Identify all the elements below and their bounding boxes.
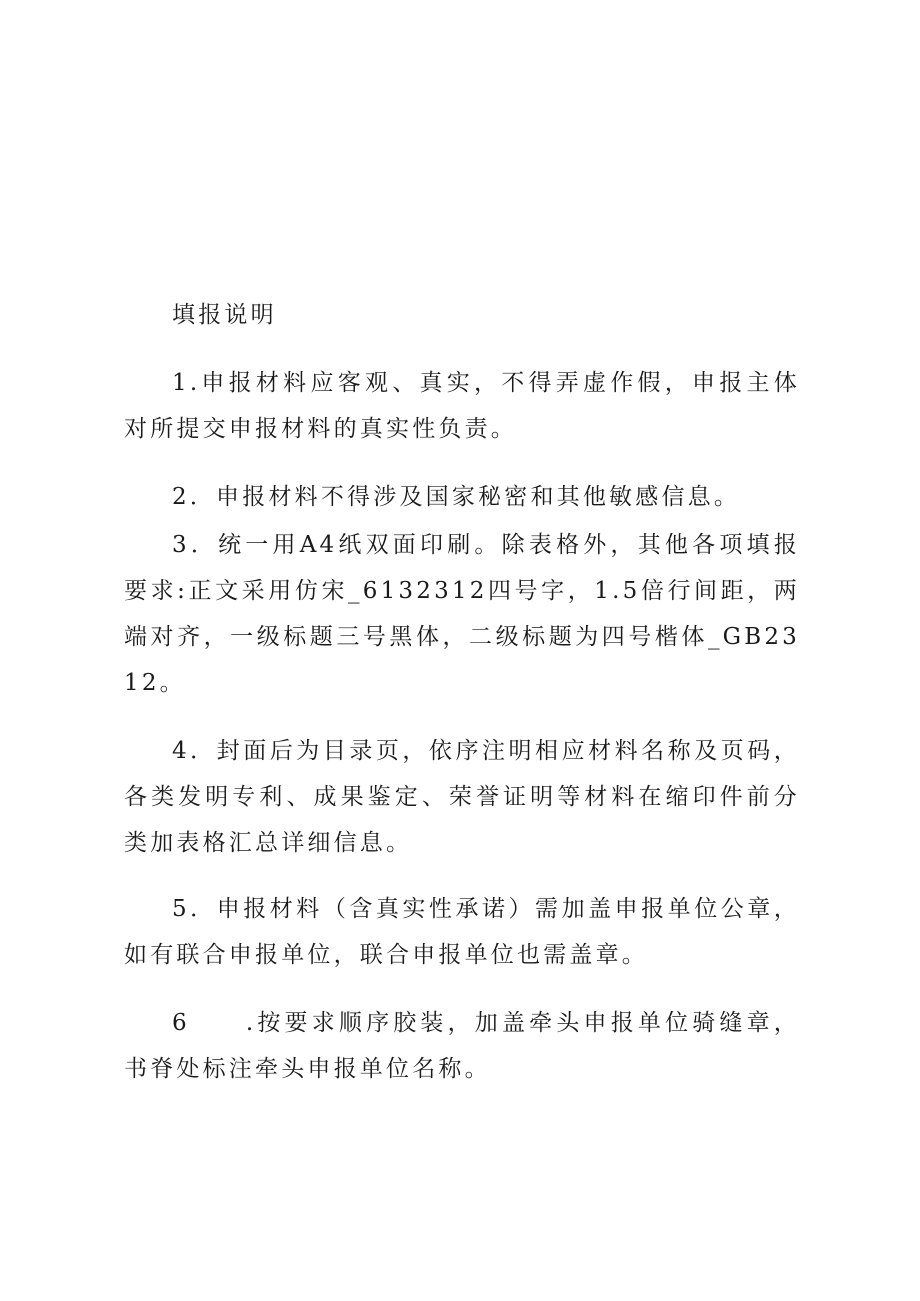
item-text: .按要求顺序胶装，加盖牵头申报单位骑缝章，书脊处标注牵头申报单位名称。 <box>124 1010 800 1082</box>
item-number: 5． <box>172 896 217 922</box>
document-page <box>124 292 800 1092</box>
item-text: 申报材料（含真实性承诺）需加盖申报单位公章，如有联合申报单位，联合申报单位也需盖章。 <box>124 896 800 968</box>
item-text: 申报材料不得涉及国家秘密和其他敏感信息。 <box>216 484 741 510</box>
item-text: 统一用A4纸双面印刷。除表格外，其他各项填报要求:正文采用仿宋_6132312四号字，1.5倍行间距，两端对齐，一级标题三号黑体，二级标题为四号楷体_GB2312。 <box>124 532 800 696</box>
instruction-item-2 <box>124 474 800 520</box>
instruction-item-3 <box>124 522 800 706</box>
item-text: 封面后为目录页，依序注明相应材料名称及页码，各类发明专利、成果鉴定、荣誉证明等材料在缩印件前分类加表格汇总详细信息。 <box>124 738 800 856</box>
instruction-item-5 <box>124 886 800 978</box>
instruction-item-4 <box>124 728 800 866</box>
item-number: 6 <box>172 1010 190 1036</box>
item-number: 4． <box>172 738 217 764</box>
instruction-item-6 <box>124 1000 800 1092</box>
document-title: 填报说明 <box>172 302 277 328</box>
instruction-item-1 <box>124 360 800 452</box>
item-text: 申报材料应客观、真实，不得弄虚作假，申报主体对所提交申报材料的真实性负责。 <box>124 370 800 442</box>
item-number: 3． <box>172 532 219 558</box>
item-number: 1. <box>172 370 201 396</box>
item-number: 2． <box>172 484 217 510</box>
